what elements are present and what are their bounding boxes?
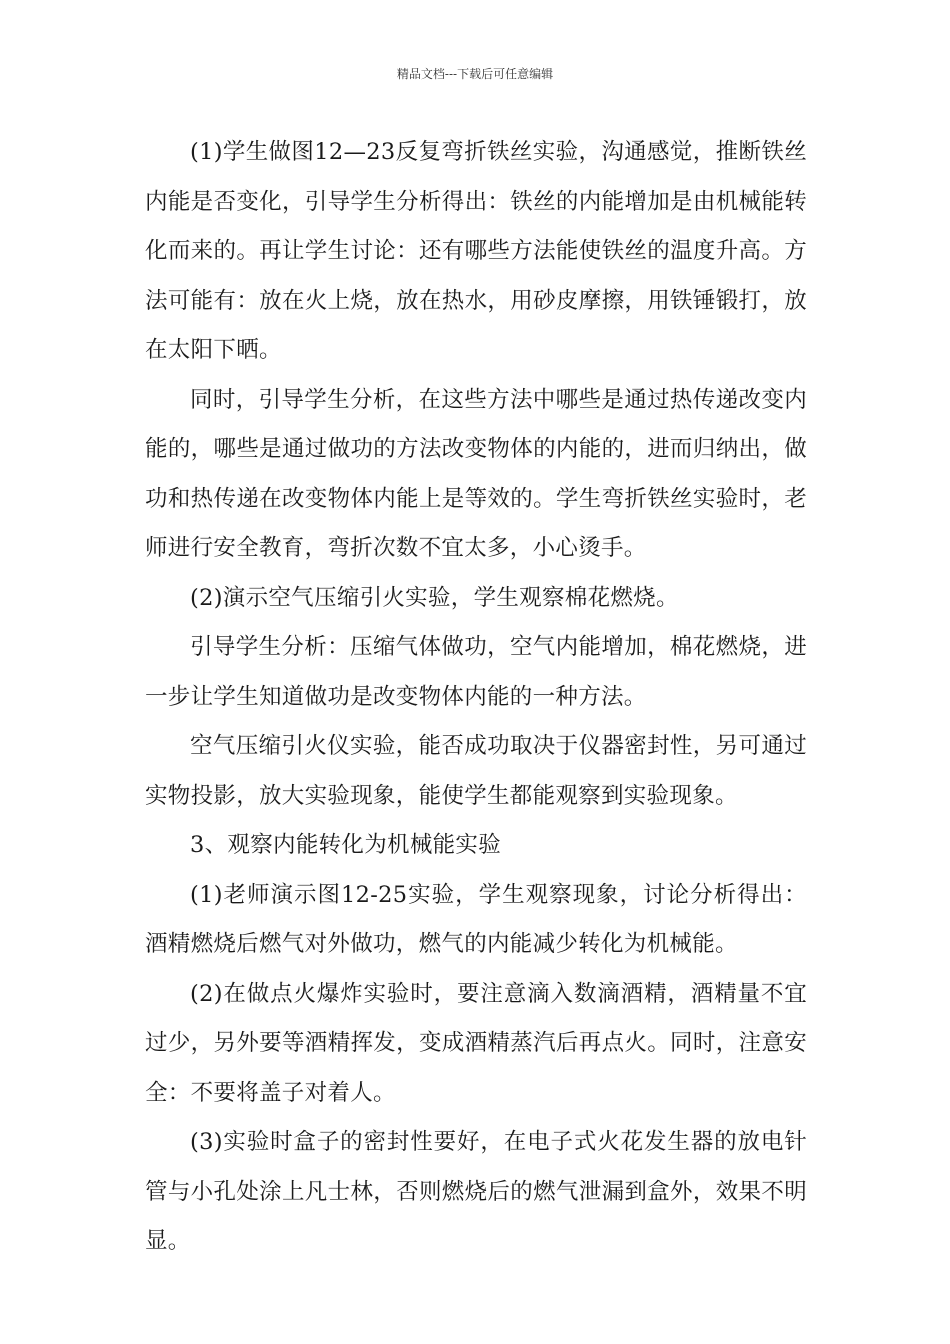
paragraph-3: (2)演示空气压缩引火实验，学生观察棉花燃烧。 (190, 584, 679, 611)
paragraph-6: (1)老师演示图12-25实验，学生观察现象，讨论分析得出：酒精燃烧后燃气对外做功，燃气的内能减少转化为机械能。 (145, 881, 807, 957)
document-body (145, 128, 807, 1267)
paragraph-1: (1)学生做图12—23反复弯折铁丝实验，沟通感觉，推断铁丝内能是否变化，引导学生分析得出：铁丝的内能增加是由机械能转化而来的。再让学生讨论：还有哪些方法能使铁丝的温度升高。方法可能有：放在火上烧，放在热水，用砂皮摩擦，用铁锤锻打，放在太阳下晒。 (145, 139, 807, 363)
paragraph-8: (3)实验时盒子的密封性要好，在电子式火花发生器的放电针管与小孔处涂上凡士林，否则燃烧后的燃气泄漏到盒外，效果不明显。 (145, 1129, 807, 1254)
paragraph-7: (2)在做点火爆炸实验时，要注意滴入数滴酒精，酒精量不宜过少，另外要等酒精挥发，变成酒精蒸汽后再点火。同时，注意安全：不要将盖子对着人。 (145, 980, 807, 1106)
page-header: 精品文档---下载后可任意编辑 (396, 67, 554, 81)
paragraph-4: 引导学生分析：压缩气体做功，空气内能增加，棉花燃烧，进一步让学生知道做功是改变物体内能的一种方法。 (145, 634, 807, 710)
section-heading: 3、观察内能转化为机械能实验 (190, 832, 502, 858)
paragraph-5: 空气压缩引火仪实验，能否成功取决于仪器密封性，另可通过实物投影，放大实验现象，能使学生都能观察到实验现象。 (145, 733, 807, 809)
paragraph-2: 同时，引导学生分析，在这些方法中哪些是通过热传递改变内能的，哪些是通过做功的方法改变物体的内能的，进而归纳出，做功和热传递在改变物体内能上是等效的。学生弯折铁丝实验时，老师进行安全教育，弯折次数不宜太多，小心烫手。 (145, 386, 807, 561)
